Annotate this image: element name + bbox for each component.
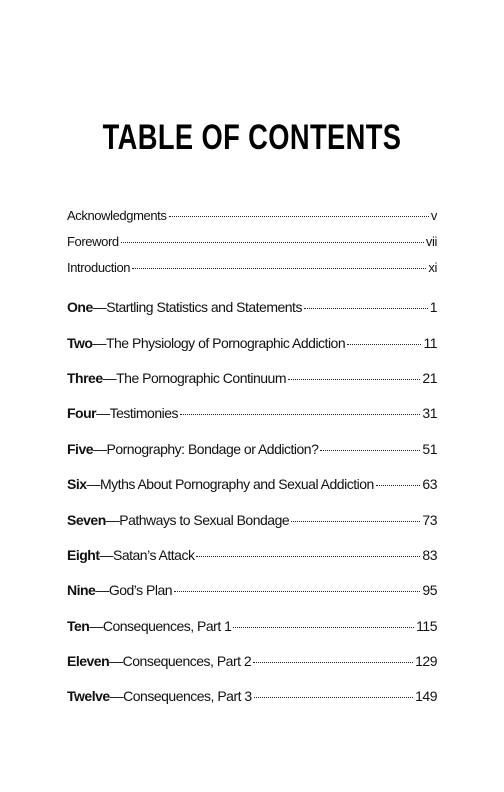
chapter-page: 51 bbox=[422, 441, 437, 457]
toc-chapter-five[interactable] bbox=[67, 441, 437, 463]
chapter-title: —Consequences, Part 2 bbox=[109, 653, 252, 669]
toc-chapter-three[interactable] bbox=[67, 370, 437, 392]
toc-entry-introduction[interactable] bbox=[67, 260, 437, 280]
chapter-title: —Pornography: Bondage or Addiction? bbox=[93, 441, 319, 457]
chapter-number: Four bbox=[67, 405, 97, 421]
toc-chapter-eight[interactable] bbox=[67, 547, 437, 569]
chapter-page: 31 bbox=[422, 405, 437, 421]
toc-chapter-two[interactable] bbox=[67, 335, 437, 357]
chapter-number: Five bbox=[67, 441, 94, 457]
toc-entry-foreword[interactable] bbox=[67, 234, 437, 254]
chapter-page: 63 bbox=[422, 476, 437, 492]
toc-chapter-nine[interactable] bbox=[67, 582, 437, 604]
chapter-page: 73 bbox=[422, 512, 437, 528]
chapter-page: 95 bbox=[422, 582, 437, 598]
dot-leader bbox=[320, 450, 420, 451]
chapter-title: —The Pornographic Continuum bbox=[102, 370, 287, 386]
chapter-number: Two bbox=[67, 335, 93, 351]
chapter-page: 115 bbox=[416, 618, 437, 634]
chapter-number: Twelve bbox=[67, 688, 110, 704]
chapter-number: Eight bbox=[67, 547, 100, 563]
entry-label: Acknowledgments bbox=[67, 208, 167, 223]
chapter-title: —Startling Statistics and Statements bbox=[92, 299, 302, 315]
entry-label: Foreword bbox=[67, 234, 119, 249]
chapter-page: 21 bbox=[422, 370, 437, 386]
chapter-title: —Testimonies bbox=[96, 405, 179, 421]
chapter-page: 11 bbox=[423, 335, 437, 351]
chapter-title: —God’s Plan bbox=[95, 582, 173, 598]
dot-leader bbox=[376, 485, 421, 486]
entry-page: v bbox=[430, 208, 437, 223]
toc-chapter-six[interactable] bbox=[67, 476, 437, 498]
toc-chapter-seven[interactable] bbox=[67, 512, 437, 534]
chapter-title: —Myths About Pornography and Sexual Addiction bbox=[86, 476, 374, 492]
dot-leader bbox=[254, 697, 413, 698]
dot-leader bbox=[347, 344, 421, 345]
chapter-number: Ten bbox=[67, 618, 90, 634]
chapter-number: Seven bbox=[67, 512, 106, 528]
toc-entry-acknowledgments[interactable] bbox=[67, 208, 437, 228]
dot-leader bbox=[304, 308, 428, 309]
dot-leader bbox=[196, 556, 420, 557]
chapter-number: Nine bbox=[67, 582, 96, 598]
page-title: TABLE OF CONTENTS bbox=[102, 118, 402, 157]
dot-leader bbox=[180, 414, 420, 415]
toc-chapter-ten[interactable] bbox=[67, 618, 437, 640]
chapter-title: —Consequences, Part 1 bbox=[89, 618, 232, 634]
chapter-number: One bbox=[67, 299, 93, 315]
chapter-title: —The Physiology of Pornographic Addiction bbox=[92, 335, 346, 351]
chapter-number: Eleven bbox=[67, 653, 110, 669]
dot-leader bbox=[169, 216, 429, 217]
toc-chapter-four[interactable] bbox=[67, 405, 437, 427]
chapter-number: Three bbox=[67, 370, 103, 386]
chapter-title: —Satan’s Attack bbox=[99, 547, 195, 563]
chapter-title: —Pathways to Sexual Bondage bbox=[105, 512, 290, 528]
toc-chapter-eleven[interactable] bbox=[67, 653, 437, 675]
entry-page: xi bbox=[428, 260, 437, 275]
chapter-page: 1 bbox=[429, 299, 437, 315]
dot-leader bbox=[253, 662, 413, 663]
chapter-page: 149 bbox=[415, 688, 437, 704]
entry-page: vii bbox=[425, 234, 437, 249]
chapter-number: Six bbox=[67, 476, 87, 492]
toc-chapter-twelve[interactable] bbox=[67, 688, 437, 710]
dot-leader bbox=[132, 268, 426, 269]
entry-label: Introduction bbox=[67, 260, 131, 275]
dot-leader bbox=[233, 627, 414, 628]
dot-leader bbox=[121, 242, 424, 243]
chapter-page: 83 bbox=[422, 547, 437, 563]
dot-leader bbox=[174, 591, 420, 592]
dot-leader bbox=[288, 379, 420, 380]
toc-chapter-one[interactable] bbox=[67, 299, 437, 321]
chapter-page: 129 bbox=[415, 653, 437, 669]
chapter-title: —Consequences, Part 3 bbox=[109, 688, 252, 704]
dot-leader bbox=[291, 521, 420, 522]
